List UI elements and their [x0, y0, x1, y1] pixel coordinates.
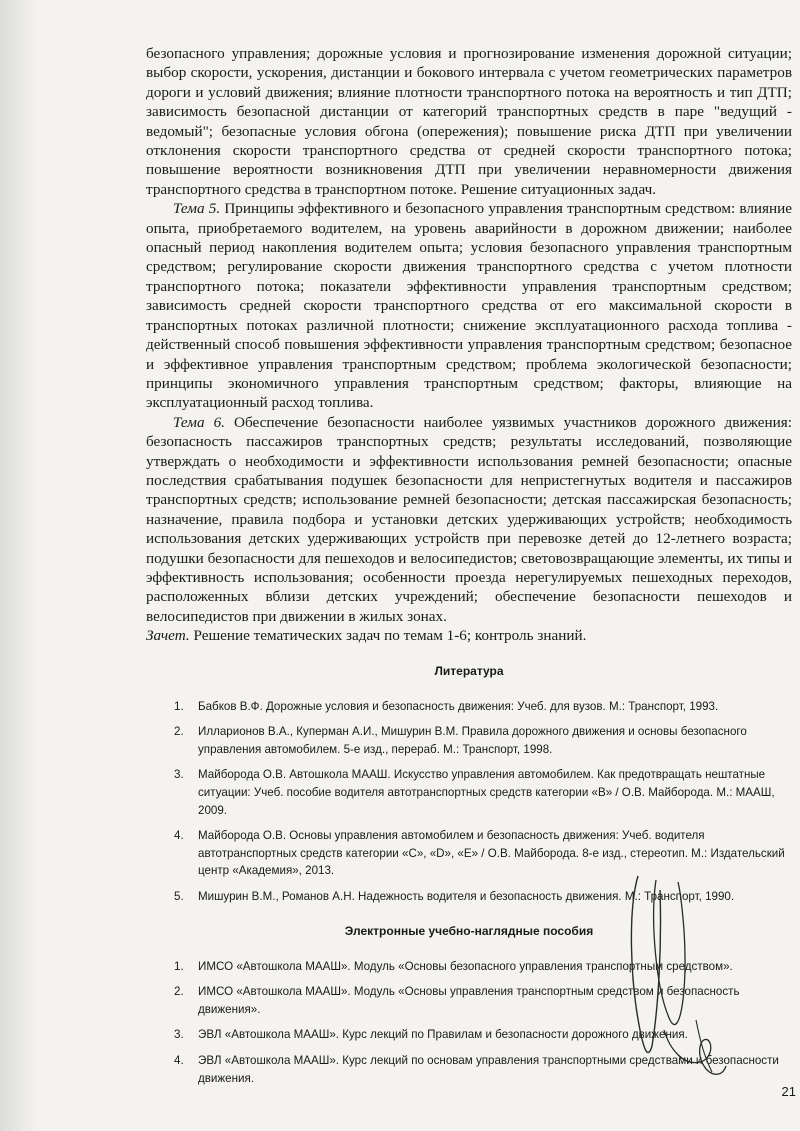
- scan-edge-shadow: [0, 0, 40, 1131]
- electronic-aid-number: 1.: [174, 959, 184, 973]
- zachet-text: Решение тематических задач по темам 1-6; контроль знаний.: [193, 627, 587, 645]
- topic-5-text: Принципы эффективного и безопасного управления транспортным средством: влияние опыта, приобретаемого водителем, на уровень аварийности в дорожном движении; наиболее опасный период накопления водителем опыта; условия безопасного управления транспортным средством; регулирование скорости движения транспортного средства с учетом плотности транспортного потока; показатели эффективности управления транспортным средством; зависимость средней скорости транспортного средства от его максимальной скорости в транспортных потоках различной плотности; снижение эксплуатационного расхода топлива - действенный способ повышения эффективности управления транспортным средством; безопасное и эффективное управления транспортным средством; проблема экологической безопасности; принципы экономичного управления транспортным средством; факторы, влияющие на эксплуатационный расход топлива.: [146, 200, 793, 412]
- electronic-aid-text: ЭВЛ «Автошкола МААШ». Курс лекций по основам управления транспортными средствами и безопасности движения.: [198, 1053, 779, 1085]
- literature-item-number: 4.: [174, 829, 184, 843]
- literature-item-text: Бабков В.Ф. Дорожные условия и безопасность движения: Учеб. для вузов. М.: Транспорт, 1993.: [198, 699, 719, 713]
- electronic-aids-title: Электронные учебно-наглядные пособия: [344, 923, 594, 938]
- literature-item-number: 2.: [174, 725, 184, 739]
- handwritten-signature: [600, 870, 750, 1100]
- zachet-paragraph: [146, 626, 792, 645]
- literature-item-number: 3.: [174, 768, 184, 782]
- literature-item-text: Мишурин В.М., Романов А.Н. Надежность водителя и безопасность движения. М.: Транспорт, 1990.: [198, 889, 735, 903]
- electronic-aid-text: ИМСО «Автошкола МААШ». Модуль «Основы безопасного управления транспортным средством».: [198, 959, 733, 973]
- literature-title: Литература: [434, 663, 504, 678]
- continuation-paragraph: безопасного управления; дорожные условия и прогнозирование изменения дорожной ситуации; выбор скорости, ускорения, дистанции и бокового интервала с учетом геометрических параметров дороги и условий движения; влияние плотности транспортного потока на вероятность и тип ДТП; зависимость безопасной дистанции от категорий транспортных средств в паре "ведущий - ведомый"; безопасные условия обгона (опережения); повышение риска ДТП при увеличении отклонения скорости транспортного средства от средней скорости транспортного потока; повышение вероятности возникновения ДТП при увеличении неравномерности движения транспортного средства в транспортном потоке. Решение ситуационных задач.: [146, 45, 792, 198]
- electronic-aid-text: ЭВЛ «Автошкола МААШ». Курс лекций по Правилам и безопасности дорожного движения.: [198, 1028, 688, 1042]
- electronic-aid-number: 3.: [174, 1028, 184, 1042]
- literature-item-number: 1.: [174, 699, 184, 713]
- literature-item-number: 5.: [174, 889, 184, 903]
- topic-5-label: Тема 5.: [173, 200, 221, 218]
- electronic-aid-number: 4.: [174, 1053, 184, 1067]
- electronic-aid-number: 2.: [174, 985, 184, 999]
- topic-5-paragraph: [146, 199, 792, 412]
- page-number: 21: [781, 1084, 796, 1099]
- topic-6-label: Тема 6.: [173, 413, 225, 431]
- zachet-label: Зачет.: [146, 627, 190, 645]
- literature-item: [146, 698, 792, 716]
- topic-6-text: Обеспечение безопасности наиболее уязвимых участников дорожного движения: безопасность пассажиров транспортных средств; результаты исследований, позволяющие утверждать о необходимости и эффективности использования ремней безопасности; опасные последствия срабатывания подушек безопасности для непристегнутых водителя и пассажиров транспортных средств; использование ремней безопасности; детская пассажирская безопасность; назначение, правила подбора и установки детских удерживающих устройств; необходимость использования детских удерживающих устройств при перевозке детей до 12-летнего возраста; подушки безопасности для пешеходов и велосипедистов; световозвращающие элементы, их типы и эффективность использования; особенности проезда нерегулируемых пешеходных переходов, расположенных вблизи детских учреждений; обеспечение безопасности пешеходов и велосипедистов при движении в жилых зонах.: [146, 413, 793, 625]
- literature-item: [146, 766, 792, 819]
- literature-item-text: Илларионов В.А., Куперман А.И., Мишурин В.М. Правила дорожного движения и основы безопасного управления автомобилем. 5-е изд., перераб. М.: Транспорт, 1998.: [198, 725, 747, 756]
- topic-6-paragraph: [146, 413, 792, 626]
- literature-item-text: Майборода О.В. Автошкола МААШ. Искусство управления автомобилем. Как предотвращать нештатные ситуации: Учеб. пособие водителя автотранспортных средств категории «В» / О.В. Майборода. М.: МААШ, 2009.: [198, 768, 775, 817]
- electronic-aid-text: ИМСО «Автошкола МААШ». Модуль «Основы управления транспортным средством и безопасность движения».: [198, 985, 740, 1016]
- literature-item: [146, 723, 792, 758]
- literature-item-text: Майборода О.В. Основы управления автомобилем и безопасность движения: Учеб. водителя автотранспортных средств категории «С», «D», «Е» / О.В. Майборода. 8-е изд., стереотип. М.: Издательский центр «Академия», 2013.: [198, 829, 785, 878]
